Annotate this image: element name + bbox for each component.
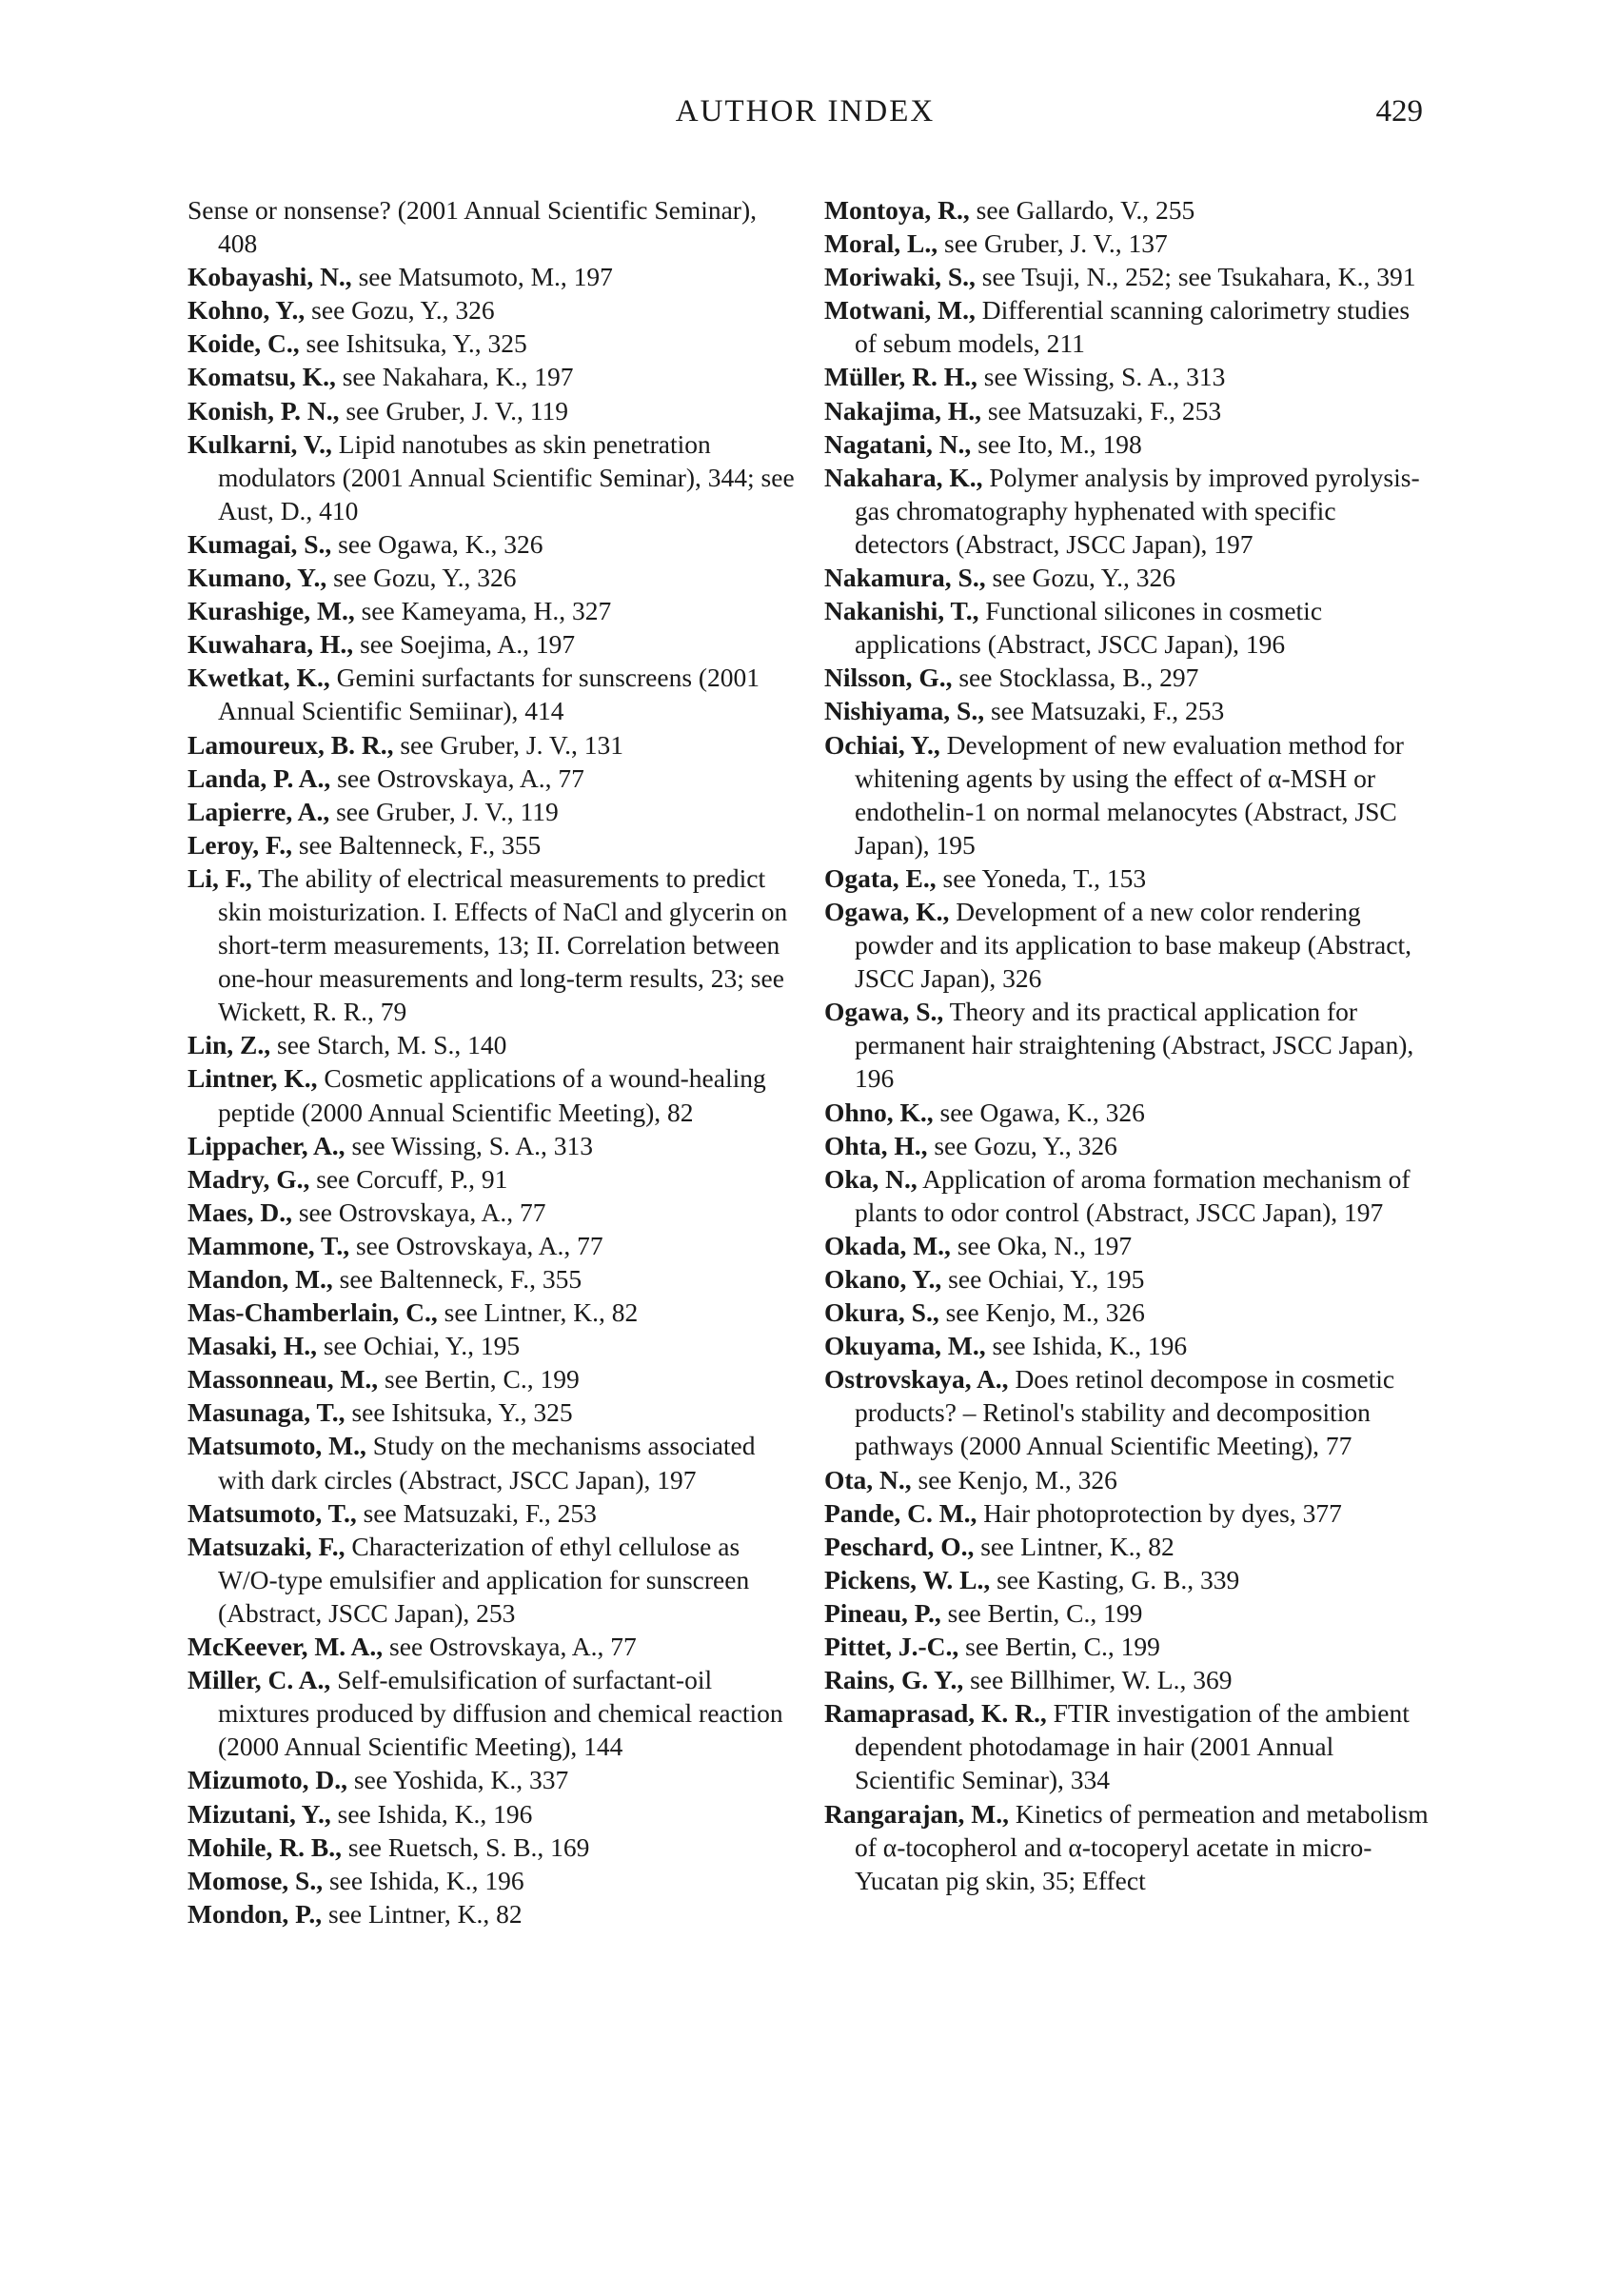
author-name: Oka, N., [824, 1163, 918, 1194]
author-name: Nilsson, G., [824, 663, 953, 693]
index-column-left [188, 193, 797, 1930]
author-name: Lamoureux, B. R., [188, 729, 394, 760]
author-name: Nagatani, N., [824, 428, 972, 459]
entry-reference: see Gallardo, V., 255 [969, 195, 1195, 225]
index-entry [824, 260, 1433, 293]
author-name: Okuyama, M., [824, 1331, 986, 1361]
index-entry [188, 327, 797, 360]
author-name: Ogata, E., [824, 862, 937, 893]
index-entry [188, 594, 797, 627]
index-entry [188, 260, 797, 293]
entry-reference: Development of a new color rendering powder and its application to base makeup (Abstract, JSCC Japan), 326 [855, 896, 1411, 994]
running-title: AUTHOR INDEX [675, 94, 936, 129]
entry-reference: see Bertin, C., 199 [378, 1364, 580, 1395]
index-entry [188, 394, 797, 427]
index-column-right [824, 193, 1433, 1897]
entry-reference: see Oka, N., 197 [950, 1230, 1133, 1260]
index-entry [188, 427, 797, 527]
author-name: Okano, Y., [824, 1264, 942, 1294]
entry-reference: Application of aroma formation mechanism of plants to odor control (Abstract, JSCC Japan), 197 [855, 1163, 1411, 1227]
author-name: Lin, Z., [188, 1030, 271, 1060]
entry-reference: Characterization of ethyl cellulose as W/O-type emulsifier and application for sunscreen (Abstract, JSCC Japan), 253 [218, 1531, 750, 1628]
entry-reference: see Lintner, K., 82 [974, 1531, 1175, 1561]
entry-reference: see Kasting, G. B., 339 [990, 1564, 1240, 1594]
entry-reference: see Nakahara, K., 197 [335, 362, 574, 392]
entry-reference: see Gozu, Y., 326 [326, 563, 517, 593]
author-name: Pickens, W. L., [824, 1564, 991, 1594]
author-name: Ogawa, K., [824, 896, 950, 926]
author-name: Peschard, O., [824, 1531, 975, 1561]
author-name: Nakamura, S., [824, 563, 986, 593]
index-entry [824, 861, 1433, 895]
entry-reference: see Gruber, J. V., 131 [393, 729, 624, 760]
entry-reference: see Ostrovskaya, A., 77 [330, 762, 584, 793]
index-entry [188, 1329, 797, 1362]
entry-reference: see Matsuzaki, F., 253 [984, 696, 1225, 726]
entry-reference: see Ishida, K., 196 [330, 1798, 533, 1829]
author-name: Lintner, K., [188, 1063, 318, 1094]
entry-reference: see Ruetsch, S. B., 169 [341, 1831, 590, 1862]
author-name: Moriwaki, S., [824, 262, 976, 292]
index-entry [824, 1563, 1433, 1596]
author-name: Matsumoto, T., [188, 1497, 357, 1528]
entry-reference: see Ishitsuka, Y., 325 [345, 1397, 573, 1428]
index-entry [824, 1463, 1433, 1496]
entry-reference: see Ishida, K., 196 [985, 1331, 1188, 1361]
entry-reference: see Yoneda, T., 153 [936, 862, 1147, 893]
entry-reference: see Stocklassa, B., 297 [952, 663, 1199, 693]
index-entry [188, 1630, 797, 1663]
entry-reference: see Wissing, S. A., 313 [977, 362, 1226, 392]
entry-reference: see Kenjo, M., 326 [911, 1464, 1117, 1494]
index-entry [824, 1129, 1433, 1162]
author-name: Leroy, F., [188, 829, 293, 860]
author-name: Kurashige, M., [188, 596, 355, 626]
author-name: Li, F., [188, 862, 252, 893]
author-name: Komatsu, K., [188, 362, 336, 392]
entry-reference: see Ostrovskaya, A., 77 [291, 1197, 546, 1227]
index-entry [824, 895, 1433, 995]
index-entry [824, 561, 1433, 594]
index-entry [824, 1296, 1433, 1329]
author-name: Koide, C., [188, 328, 300, 359]
index-entry [188, 627, 797, 661]
index-entry [824, 1229, 1433, 1262]
entry-reference: see Ochiai, Y., 195 [941, 1264, 1145, 1294]
author-name: Kuwahara, H., [188, 629, 354, 660]
entry-reference: see Kameyama, H., 327 [354, 596, 612, 626]
author-name: Nakanishi, T., [824, 596, 979, 626]
author-name: Müller, R. H., [824, 362, 977, 392]
author-name: Madry, G., [188, 1163, 310, 1194]
index-entry [188, 1129, 797, 1162]
index-entry [188, 360, 797, 393]
index-entry [188, 1362, 797, 1395]
author-name: Ohno, K., [824, 1097, 934, 1127]
entry-reference: see Ochiai, Y., 195 [316, 1331, 521, 1361]
index-entry [188, 1831, 797, 1864]
author-name: Nakajima, H., [824, 395, 981, 426]
entry-reference: see Ishitsuka, Y., 325 [299, 328, 527, 359]
index-entry [188, 193, 797, 260]
entry-reference: see Baltenneck, F., 355 [332, 1264, 582, 1294]
index-entry [188, 1797, 797, 1831]
index-entry [188, 795, 797, 828]
author-name: Mammone, T., [188, 1230, 350, 1260]
index-entry [188, 1061, 797, 1128]
index-entry [188, 861, 797, 1028]
author-name: Ochiai, Y., [824, 729, 940, 760]
author-name: Mizutani, Y., [188, 1798, 331, 1829]
index-entry [824, 995, 1433, 1095]
entry-reference: see Ito, M., 198 [971, 428, 1142, 459]
index-entry [188, 1530, 797, 1630]
index-entry [824, 661, 1433, 694]
entry-reference: see Starch, M. S., 140 [270, 1030, 507, 1060]
author-name: Kohno, Y., [188, 295, 306, 326]
entry-reference: see Corcuff, P., 91 [309, 1163, 508, 1194]
index-entry [824, 193, 1433, 227]
index-entry [824, 1262, 1433, 1296]
index-entry [188, 1262, 797, 1296]
index-entry [188, 1229, 797, 1262]
page-number: 429 [1375, 94, 1423, 129]
author-name: Montoya, R., [824, 195, 970, 225]
entry-reference: see Ostrovskaya, A., 77 [383, 1632, 637, 1662]
index-entry [188, 1028, 797, 1061]
entry-reference: see Gruber, J. V., 119 [329, 796, 559, 826]
index-entry [824, 1329, 1433, 1362]
author-name: Ota, N., [824, 1464, 912, 1494]
index-entry [824, 694, 1433, 727]
entry-reference: Gemini surfactants for sunscreens (2001 Annual Scientific Semiinar), 414 [218, 663, 760, 726]
entry-reference: Study on the mechanisms associated with dark circles (Abstract, JSCC Japan), 197 [218, 1431, 756, 1494]
author-name: Massonneau, M., [188, 1364, 379, 1395]
author-name: Pittet, J.-C., [824, 1632, 959, 1662]
author-name: Kulkarni, V., [188, 428, 332, 459]
entry-reference: Does retinol decompose in cosmetic products? – Retinol's stability and decomposition pathways (2000 Annual Scientific Meeting), 77 [855, 1364, 1395, 1461]
index-entry [824, 461, 1433, 561]
author-name: Kumano, Y., [188, 563, 327, 593]
author-name: Ramaprasad, K. R., [824, 1698, 1047, 1729]
entry-reference: see Ogawa, K., 326 [331, 528, 543, 559]
entry-reference: see Gozu, Y., 326 [927, 1130, 1117, 1160]
index-entry [188, 1496, 797, 1530]
entry-reference: see Gozu, Y., 326 [985, 563, 1175, 593]
author-name: Mondon, P., [188, 1898, 323, 1929]
entry-reference: see Matsuzaki, F., 253 [356, 1497, 597, 1528]
entry-reference: see Baltenneck, F., 355 [292, 829, 542, 860]
index-entry [188, 762, 797, 795]
index-entry [824, 1797, 1433, 1897]
index-entry [824, 594, 1433, 661]
index-entry [188, 1395, 797, 1429]
entry-reference: see Gozu, Y., 326 [305, 295, 495, 326]
author-name: Rangarajan, M., [824, 1798, 1010, 1829]
index-entry [824, 1630, 1433, 1663]
author-name: Lapierre, A., [188, 796, 330, 826]
author-name: Lippacher, A., [188, 1130, 345, 1160]
index-entry [824, 227, 1433, 260]
entry-reference: see Gruber, J. V., 119 [339, 395, 568, 426]
entry-reference: see Lintner, K., 82 [437, 1297, 639, 1328]
page-header [188, 88, 1423, 135]
index-entry [824, 1696, 1433, 1796]
entry-reference: see Matsumoto, M., 197 [351, 262, 613, 292]
entry-reference: see Ogawa, K., 326 [933, 1097, 1145, 1127]
index-entry [824, 394, 1433, 427]
author-name: Pande, C. M., [824, 1497, 977, 1528]
author-name: Motwani, M., [824, 295, 976, 326]
author-name: Matsumoto, M., [188, 1431, 366, 1461]
author-name: Ohta, H., [824, 1130, 928, 1160]
entry-reference: Self-emulsification of surfactant-oil mixtures produced by diffusion and chemical reaction (2000 Annual Scientific Meeting), 144 [218, 1665, 783, 1762]
entry-reference: see Ostrovskaya, A., 77 [349, 1230, 603, 1260]
entry-reference: see Soejima, A., 197 [353, 629, 576, 660]
entry-reference: see Ishida, K., 196 [323, 1865, 524, 1895]
entry-reference: Polymer analysis by improved pyrolysis-gas chromatography hyphenated with specific detectors (Abstract, JSCC Japan), 197 [855, 462, 1420, 559]
index-entry [188, 728, 797, 762]
index-entry [188, 1763, 797, 1796]
index-entry [188, 1897, 797, 1930]
author-name: Pineau, P., [824, 1597, 941, 1628]
entry-reference: Development of new evaluation method for whitening agents by using the effect of α-MSH or endothelin-1 on normal melanocytes (Abstract, JSC Japan), 195 [855, 729, 1404, 860]
entry-reference: see Yoshida, K., 337 [347, 1765, 569, 1795]
author-name: Moral, L., [824, 228, 938, 259]
author-name: Mohile, R. B., [188, 1831, 342, 1862]
entry-reference: Kinetics of permeation and metabolism of α-tocopherol and α-tocoperyl acetate in micro-Yucatan pig skin, 35; Effect [855, 1798, 1429, 1895]
entry-reference: see Bertin, C., 199 [940, 1597, 1143, 1628]
author-name: Rains, G. Y., [824, 1665, 964, 1695]
index-entry [824, 427, 1433, 461]
index-entry [824, 1663, 1433, 1696]
author-name: Mas-Chamberlain, C., [188, 1297, 438, 1328]
author-name: Ogawa, S., [824, 997, 944, 1027]
author-name: Mizumoto, D., [188, 1765, 348, 1795]
index-entry [188, 661, 797, 727]
entry-reference: see Kenjo, M., 326 [938, 1297, 1145, 1328]
entry-reference: Differential scanning calorimetry studies of sebum models, 211 [855, 295, 1411, 359]
author-name: Ostrovskaya, A., [824, 1364, 1009, 1395]
entry-reference: FTIR investigation of the ambient dependent photodamage in hair (2001 Annual Scientific Seminar), 334 [855, 1698, 1410, 1795]
author-name: Kobayashi, N., [188, 262, 352, 292]
author-name: McKeever, M. A., [188, 1632, 384, 1662]
author-name: Miller, C. A., [188, 1665, 331, 1695]
index-entry [188, 293, 797, 327]
author-name: Maes, D., [188, 1197, 292, 1227]
entry-reference: Functional silicones in cosmetic applications (Abstract, JSCC Japan), 196 [855, 596, 1323, 660]
entry-reference: see Wissing, S. A., 313 [345, 1130, 593, 1160]
index-entry [824, 1362, 1433, 1462]
author-name: Okura, S., [824, 1297, 939, 1328]
entry-reference: see Billhimer, W. L., 369 [963, 1665, 1233, 1695]
index-entry [824, 1496, 1433, 1530]
entry-reference: see Tsuji, N., 252; see Tsukahara, K., 391 [975, 262, 1416, 292]
author-name: Masaki, H., [188, 1331, 317, 1361]
author-name: Masunaga, T., [188, 1397, 345, 1428]
index-entry [824, 1530, 1433, 1563]
author-name: Nakahara, K., [824, 462, 983, 492]
author-name: Konish, P. N., [188, 395, 340, 426]
index-entry [188, 1864, 797, 1897]
author-name: Momose, S., [188, 1865, 324, 1895]
author-name: Landa, P. A., [188, 762, 331, 793]
entry-reference: Hair photoprotection by dyes, 377 [977, 1497, 1342, 1528]
entry-reference: see Matsuzaki, F., 253 [981, 395, 1222, 426]
entry-reference: see Lintner, K., 82 [322, 1898, 523, 1929]
entry-reference: Sense or nonsense? (2001 Annual Scientific Seminar), 408 [188, 195, 757, 259]
author-name: Nishiyama, S., [824, 696, 985, 726]
entry-reference: Lipid nanotubes as skin penetration modulators (2001 Annual Scientific Seminar), 344; see Aust, D., 410 [218, 428, 795, 525]
author-name: Mandon, M., [188, 1264, 333, 1294]
index-entry [188, 1429, 797, 1495]
author-name: Matsuzaki, F., [188, 1531, 345, 1561]
index-entry [188, 1196, 797, 1229]
entry-reference: Theory and its practical application for permanent hair straightening (Abstract, JSCC Japan), 196 [855, 997, 1414, 1094]
entry-reference: see Gruber, J. V., 137 [938, 228, 1168, 259]
entry-reference: Cosmetic applications of a wound-healing peptide (2000 Annual Scientific Meeting), 82 [218, 1063, 766, 1127]
index-entry [824, 293, 1433, 360]
index-entry [188, 1663, 797, 1763]
author-name: Kwetkat, K., [188, 663, 330, 693]
index-entry [824, 1096, 1433, 1129]
index-entry [824, 1162, 1433, 1229]
author-name: Okada, M., [824, 1230, 951, 1260]
index-entry [824, 360, 1433, 393]
index-entry [188, 527, 797, 561]
index-entry [824, 728, 1433, 861]
index-entry [188, 828, 797, 861]
index-entry [188, 1162, 797, 1196]
author-name: Kumagai, S., [188, 528, 332, 559]
entry-reference: see Bertin, C., 199 [958, 1632, 1160, 1662]
entry-reference: The ability of electrical measurements to predict skin moisturization. I. Effects of NaCl and glycerin on short-term measurements, 13; II. Correlation between one-hour measurements and long-term results, 23; see Wickett, R. R., 79 [218, 862, 788, 1027]
index-entry [188, 561, 797, 594]
index-entry [188, 1296, 797, 1329]
index-entry [824, 1596, 1433, 1630]
